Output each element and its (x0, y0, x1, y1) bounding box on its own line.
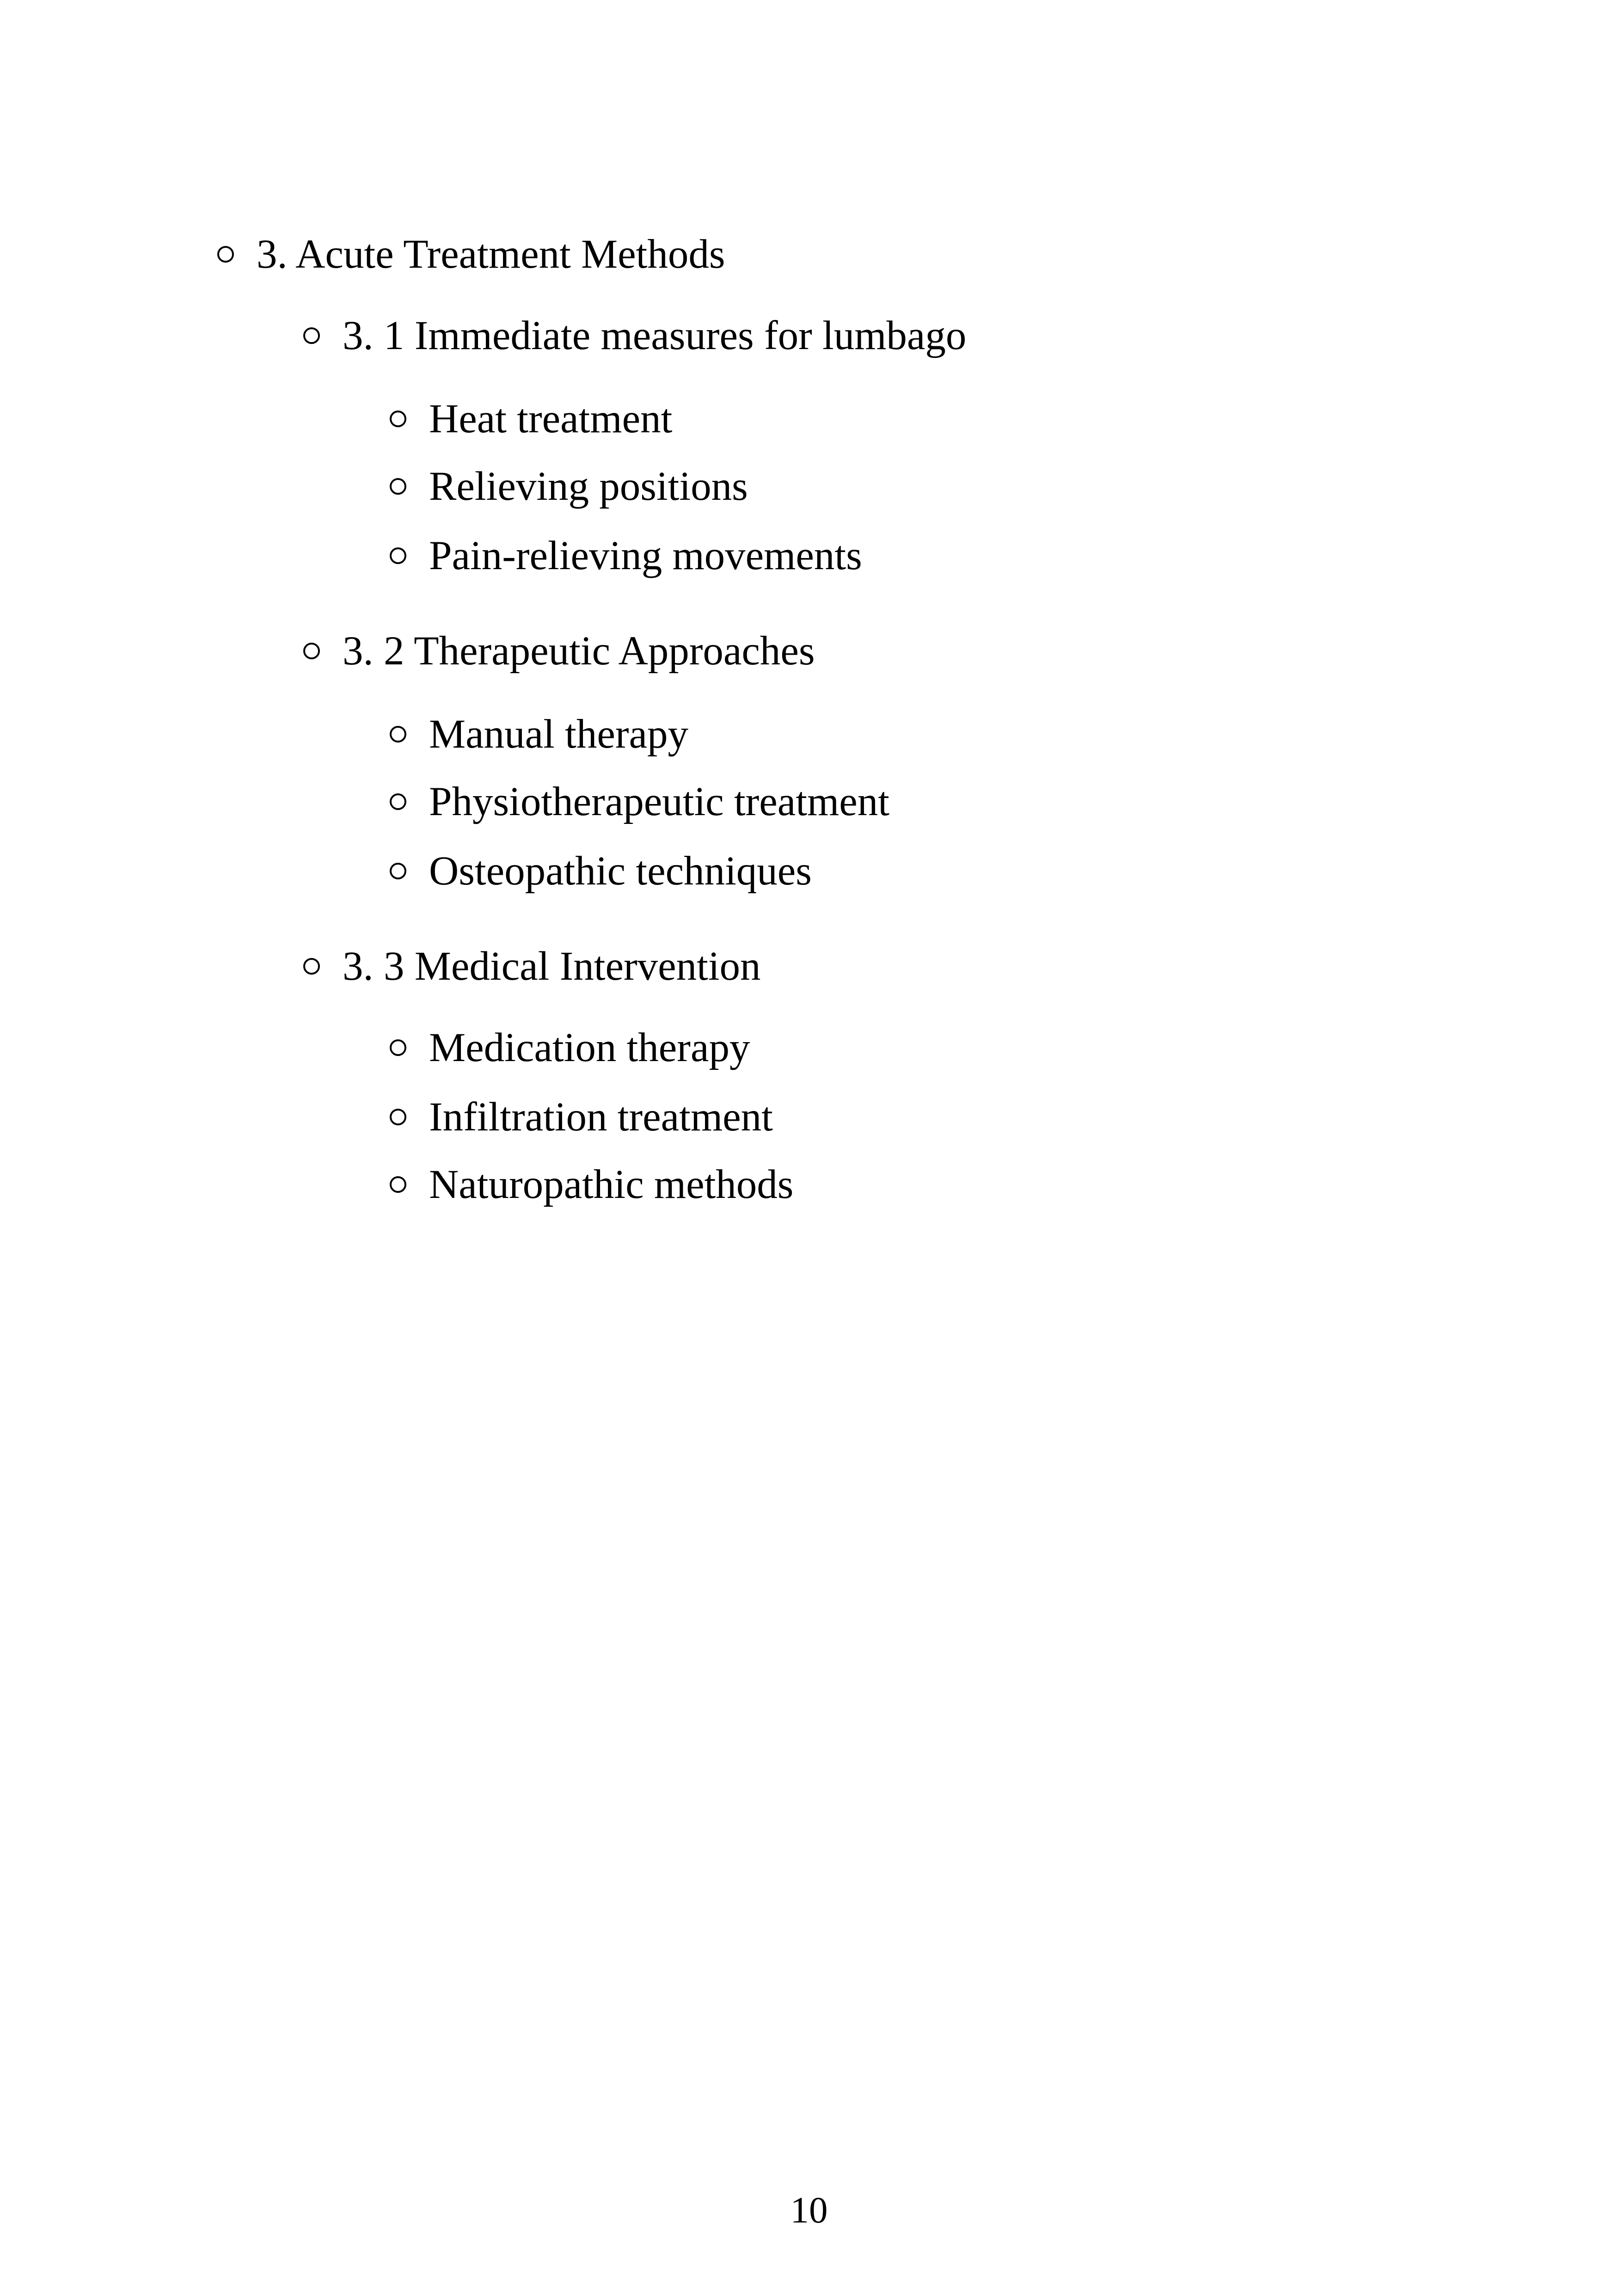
hollow-circle-bullet-icon (390, 1176, 406, 1193)
hollow-circle-bullet-icon (217, 246, 234, 263)
list-item: Relieving positions (429, 466, 748, 507)
hollow-circle-bullet-icon (390, 1109, 406, 1125)
list-item: Physiotherapeutic treatment (429, 781, 889, 823)
list-item: Infiltration treatment (429, 1097, 773, 1138)
hollow-circle-bullet-icon (390, 863, 406, 879)
subsection-heading: 3. 3 Medical Intervention (343, 946, 761, 987)
hollow-circle-bullet-icon (390, 1039, 406, 1056)
hollow-circle-bullet-icon (303, 327, 320, 344)
list-item: Heat treatment (429, 399, 672, 440)
hollow-circle-bullet-icon (390, 547, 406, 564)
hollow-circle-bullet-icon (390, 793, 406, 810)
hollow-circle-bullet-icon (303, 643, 320, 659)
list-item: Medication therapy (429, 1027, 750, 1068)
subsection-heading: 3. 1 Immediate measures for lumbago (343, 315, 966, 356)
list-item: Naturopathic methods (429, 1164, 793, 1205)
list-item: Manual therapy (429, 714, 688, 755)
hollow-circle-bullet-icon (390, 726, 406, 743)
subsection-heading: 3. 2 Therapeutic Approaches (343, 631, 815, 672)
hollow-circle-bullet-icon (390, 411, 406, 427)
hollow-circle-bullet-icon (390, 478, 406, 495)
list-item: Osteopathic techniques (429, 851, 812, 892)
section-heading: 3. Acute Treatment Methods (257, 234, 725, 275)
page-number: 10 (790, 2189, 828, 2231)
list-item: Pain-relieving movements (429, 535, 862, 577)
hollow-circle-bullet-icon (303, 958, 320, 975)
